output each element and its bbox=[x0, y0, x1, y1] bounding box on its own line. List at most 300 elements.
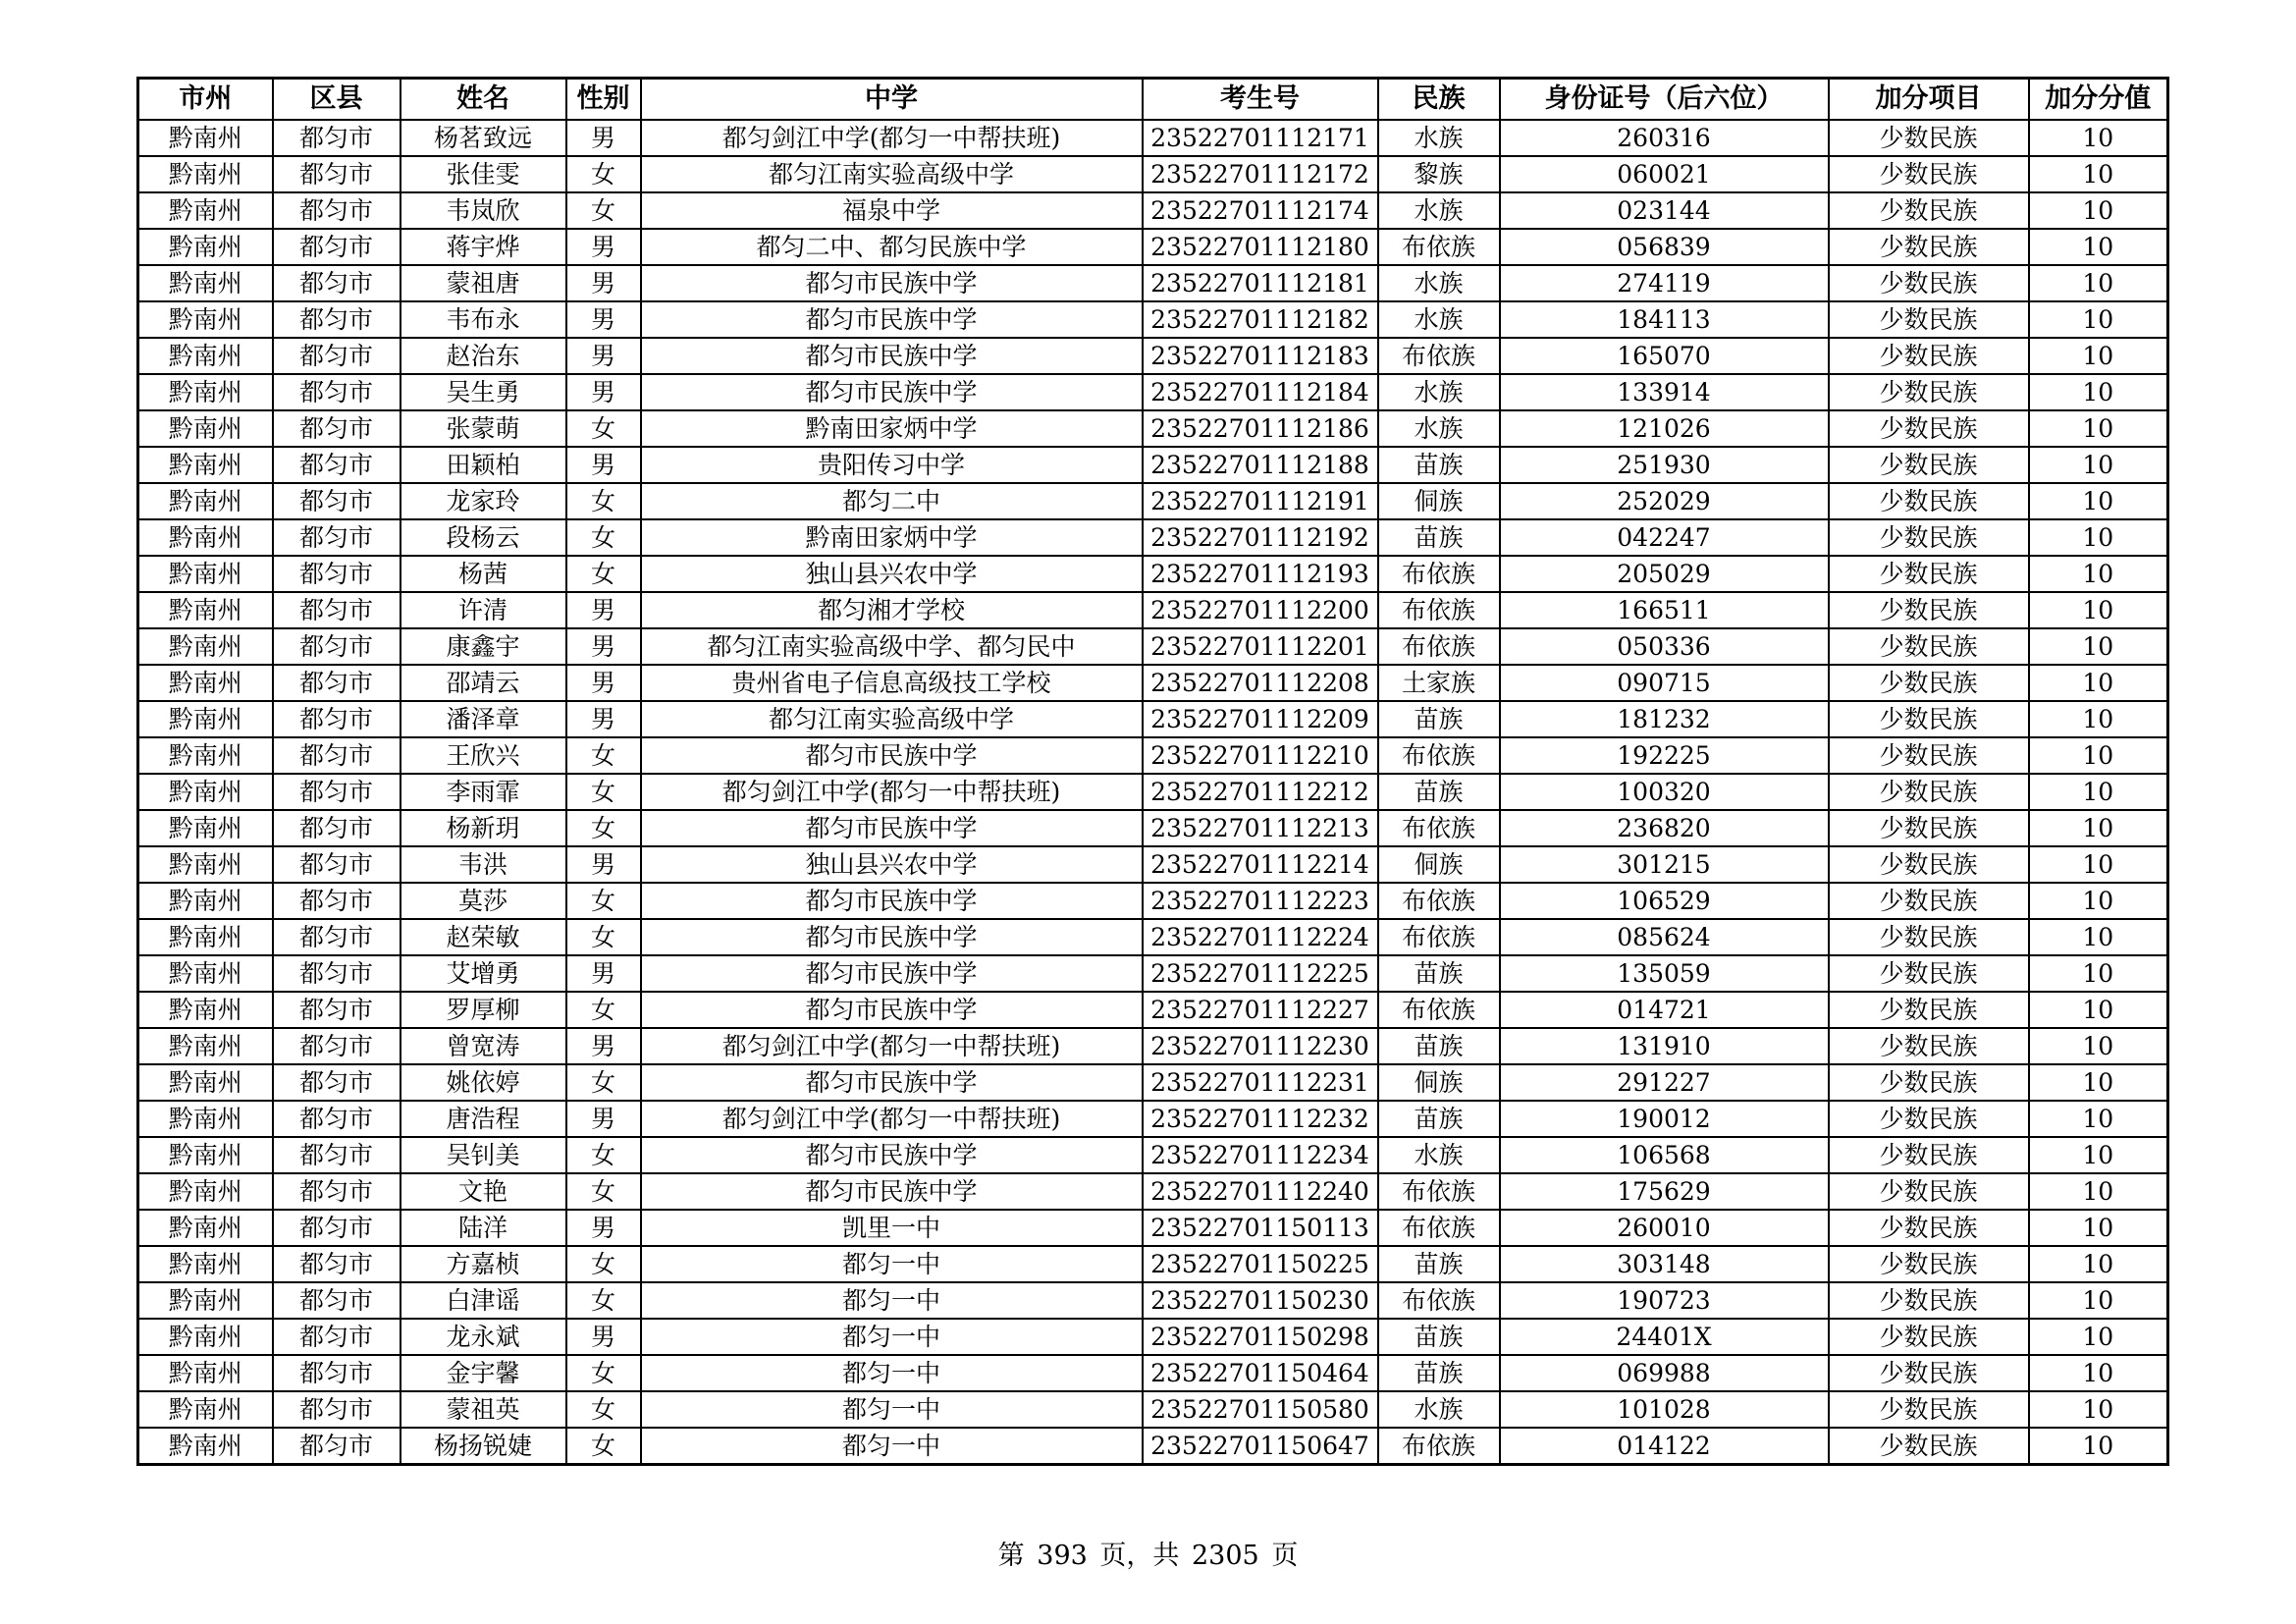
cell-exam-number: 23522701150647 bbox=[1143, 1428, 1378, 1465]
cell-exam-number: 23522701112232 bbox=[1143, 1101, 1378, 1137]
cell-bonus-item: 少数民族 bbox=[1829, 810, 2029, 846]
cell-city: 黔南州 bbox=[138, 883, 273, 919]
cell-city: 黔南州 bbox=[138, 1101, 273, 1137]
cell-county: 都匀市 bbox=[273, 1064, 400, 1101]
cell-county: 都匀市 bbox=[273, 737, 400, 774]
cell-school: 都匀剑江中学(都匀一中帮扶班) bbox=[641, 120, 1143, 156]
cell-bonus-score: 10 bbox=[2029, 955, 2168, 992]
cell-school: 独山县兴农中学 bbox=[641, 556, 1143, 592]
cell-school: 福泉中学 bbox=[641, 192, 1143, 229]
cell-city: 黔南州 bbox=[138, 592, 273, 628]
cell-name: 杨茜 bbox=[400, 556, 566, 592]
header-county: 区县 bbox=[273, 79, 400, 121]
cell-county: 都匀市 bbox=[273, 192, 400, 229]
cell-bonus-item: 少数民族 bbox=[1829, 592, 2029, 628]
cell-name: 杨茗致远 bbox=[400, 120, 566, 156]
cell-exam-number: 23522701112208 bbox=[1143, 665, 1378, 701]
cell-ethnicity: 水族 bbox=[1378, 192, 1500, 229]
table-row bbox=[138, 774, 2168, 810]
cell-school: 都匀市民族中学 bbox=[641, 1064, 1143, 1101]
cell-county: 都匀市 bbox=[273, 156, 400, 192]
cell-gender: 女 bbox=[566, 1064, 641, 1101]
cell-ethnicity: 水族 bbox=[1378, 120, 1500, 156]
cell-gender: 女 bbox=[566, 1282, 641, 1319]
cell-bonus-score: 10 bbox=[2029, 1210, 2168, 1246]
cell-ethnicity: 黎族 bbox=[1378, 156, 1500, 192]
cell-bonus-score: 10 bbox=[2029, 1282, 2168, 1319]
cell-bonus-item: 少数民族 bbox=[1829, 1282, 2029, 1319]
cell-id-suffix: 260316 bbox=[1500, 120, 1829, 156]
cell-bonus-score: 10 bbox=[2029, 810, 2168, 846]
table-header-row bbox=[138, 79, 2168, 121]
cell-ethnicity: 布依族 bbox=[1378, 1210, 1500, 1246]
cell-school: 都匀江南实验高级中学 bbox=[641, 701, 1143, 737]
cell-gender: 男 bbox=[566, 701, 641, 737]
cell-bonus-item: 少数民族 bbox=[1829, 519, 2029, 556]
cell-id-suffix: 175629 bbox=[1500, 1173, 1829, 1210]
cell-county: 都匀市 bbox=[273, 846, 400, 883]
cell-bonus-item: 少数民族 bbox=[1829, 120, 2029, 156]
cell-ethnicity: 侗族 bbox=[1378, 1064, 1500, 1101]
cell-school: 独山县兴农中学 bbox=[641, 846, 1143, 883]
cell-county: 都匀市 bbox=[273, 1101, 400, 1137]
cell-name: 张蒙萌 bbox=[400, 410, 566, 447]
cell-exam-number: 23522701112181 bbox=[1143, 265, 1378, 301]
footer-current-page: 393 bbox=[1037, 1541, 1088, 1571]
cell-city: 黔南州 bbox=[138, 338, 273, 374]
cell-id-suffix: 106529 bbox=[1500, 883, 1829, 919]
cell-bonus-score: 10 bbox=[2029, 1101, 2168, 1137]
cell-exam-number: 23522701150225 bbox=[1143, 1246, 1378, 1282]
cell-school: 都匀市民族中学 bbox=[641, 737, 1143, 774]
cell-city: 黔南州 bbox=[138, 774, 273, 810]
cell-exam-number: 23522701112230 bbox=[1143, 1028, 1378, 1064]
cell-bonus-score: 10 bbox=[2029, 1064, 2168, 1101]
cell-city: 黔南州 bbox=[138, 1137, 273, 1173]
table-row bbox=[138, 301, 2168, 338]
cell-name: 罗厚柳 bbox=[400, 992, 566, 1028]
cell-id-suffix: 100320 bbox=[1500, 774, 1829, 810]
cell-city: 黔南州 bbox=[138, 1282, 273, 1319]
cell-county: 都匀市 bbox=[273, 229, 400, 265]
table-row bbox=[138, 1028, 2168, 1064]
cell-ethnicity: 苗族 bbox=[1378, 1246, 1500, 1282]
cell-exam-number: 23522701112183 bbox=[1143, 338, 1378, 374]
table-row bbox=[138, 737, 2168, 774]
cell-city: 黔南州 bbox=[138, 919, 273, 955]
cell-city: 黔南州 bbox=[138, 955, 273, 992]
table-row bbox=[138, 1246, 2168, 1282]
cell-bonus-score: 10 bbox=[2029, 1428, 2168, 1465]
cell-id-suffix: 301215 bbox=[1500, 846, 1829, 883]
cell-gender: 男 bbox=[566, 229, 641, 265]
cell-bonus-score: 10 bbox=[2029, 1137, 2168, 1173]
cell-ethnicity: 布依族 bbox=[1378, 992, 1500, 1028]
cell-name: 文艳 bbox=[400, 1173, 566, 1210]
table-row bbox=[138, 810, 2168, 846]
cell-bonus-item: 少数民族 bbox=[1829, 265, 2029, 301]
table-row bbox=[138, 1391, 2168, 1428]
cell-school: 黔南田家炳中学 bbox=[641, 519, 1143, 556]
table-row bbox=[138, 410, 2168, 447]
cell-id-suffix: 252029 bbox=[1500, 483, 1829, 519]
cell-name: 金宇馨 bbox=[400, 1355, 566, 1391]
cell-exam-number: 23522701112227 bbox=[1143, 992, 1378, 1028]
table-row bbox=[138, 374, 2168, 410]
cell-bonus-score: 10 bbox=[2029, 265, 2168, 301]
cell-name: 韦布永 bbox=[400, 301, 566, 338]
cell-gender: 女 bbox=[566, 410, 641, 447]
cell-city: 黔南州 bbox=[138, 410, 273, 447]
cell-name: 蒋宇烨 bbox=[400, 229, 566, 265]
cell-exam-number: 23522701112214 bbox=[1143, 846, 1378, 883]
cell-bonus-item: 少数民族 bbox=[1829, 955, 2029, 992]
cell-bonus-item: 少数民族 bbox=[1829, 1355, 2029, 1391]
cell-exam-number: 23522701112200 bbox=[1143, 592, 1378, 628]
cell-bonus-score: 10 bbox=[2029, 556, 2168, 592]
header-name: 姓名 bbox=[400, 79, 566, 121]
cell-name: 韦洪 bbox=[400, 846, 566, 883]
cell-gender: 男 bbox=[566, 1028, 641, 1064]
cell-county: 都匀市 bbox=[273, 628, 400, 665]
cell-county: 都匀市 bbox=[273, 1355, 400, 1391]
cell-bonus-score: 10 bbox=[2029, 628, 2168, 665]
cell-county: 都匀市 bbox=[273, 1028, 400, 1064]
cell-bonus-item: 少数民族 bbox=[1829, 483, 2029, 519]
cell-name: 李雨霏 bbox=[400, 774, 566, 810]
cell-bonus-item: 少数民族 bbox=[1829, 1028, 2029, 1064]
cell-gender: 男 bbox=[566, 120, 641, 156]
cell-county: 都匀市 bbox=[273, 1246, 400, 1282]
cell-school: 都匀市民族中学 bbox=[641, 919, 1143, 955]
table-row bbox=[138, 556, 2168, 592]
cell-id-suffix: 190723 bbox=[1500, 1282, 1829, 1319]
cell-gender: 女 bbox=[566, 483, 641, 519]
cell-bonus-score: 10 bbox=[2029, 156, 2168, 192]
cell-name: 蒙祖英 bbox=[400, 1391, 566, 1428]
cell-bonus-score: 10 bbox=[2029, 338, 2168, 374]
cell-id-suffix: 069988 bbox=[1500, 1355, 1829, 1391]
cell-ethnicity: 布依族 bbox=[1378, 628, 1500, 665]
cell-exam-number: 23522701112172 bbox=[1143, 156, 1378, 192]
cell-gender: 女 bbox=[566, 992, 641, 1028]
table-row bbox=[138, 919, 2168, 955]
cell-name: 邵靖云 bbox=[400, 665, 566, 701]
cell-bonus-item: 少数民族 bbox=[1829, 1210, 2029, 1246]
cell-gender: 男 bbox=[566, 846, 641, 883]
cell-exam-number: 23522701150580 bbox=[1143, 1391, 1378, 1428]
cell-name: 张佳雯 bbox=[400, 156, 566, 192]
cell-gender: 女 bbox=[566, 519, 641, 556]
cell-bonus-item: 少数民族 bbox=[1829, 338, 2029, 374]
cell-ethnicity: 水族 bbox=[1378, 265, 1500, 301]
cell-gender: 女 bbox=[566, 883, 641, 919]
cell-bonus-score: 10 bbox=[2029, 992, 2168, 1028]
cell-id-suffix: 181232 bbox=[1500, 701, 1829, 737]
cell-id-suffix: 014721 bbox=[1500, 992, 1829, 1028]
cell-gender: 男 bbox=[566, 1101, 641, 1137]
cell-name: 陆洋 bbox=[400, 1210, 566, 1246]
cell-ethnicity: 侗族 bbox=[1378, 846, 1500, 883]
cell-ethnicity: 布依族 bbox=[1378, 229, 1500, 265]
cell-bonus-score: 10 bbox=[2029, 410, 2168, 447]
cell-school: 都匀市民族中学 bbox=[641, 265, 1143, 301]
table-row bbox=[138, 701, 2168, 737]
cell-id-suffix: 165070 bbox=[1500, 338, 1829, 374]
cell-school: 都匀一中 bbox=[641, 1246, 1143, 1282]
cell-ethnicity: 土家族 bbox=[1378, 665, 1500, 701]
cell-name: 杨扬锐婕 bbox=[400, 1428, 566, 1465]
table-row bbox=[138, 156, 2168, 192]
cell-school: 都匀市民族中学 bbox=[641, 301, 1143, 338]
cell-school: 都匀市民族中学 bbox=[641, 883, 1143, 919]
table-row bbox=[138, 1428, 2168, 1465]
table-row bbox=[138, 592, 2168, 628]
header-exam-number: 考生号 bbox=[1143, 79, 1378, 121]
cell-school: 都匀二中 bbox=[641, 483, 1143, 519]
cell-bonus-score: 10 bbox=[2029, 1246, 2168, 1282]
cell-school: 都匀市民族中学 bbox=[641, 1173, 1143, 1210]
cell-school: 都匀市民族中学 bbox=[641, 992, 1143, 1028]
cell-gender: 男 bbox=[566, 955, 641, 992]
cell-id-suffix: 085624 bbox=[1500, 919, 1829, 955]
cell-school: 都匀市民族中学 bbox=[641, 338, 1143, 374]
cell-city: 黔南州 bbox=[138, 1391, 273, 1428]
cell-bonus-score: 10 bbox=[2029, 229, 2168, 265]
table-row bbox=[138, 992, 2168, 1028]
cell-school: 都匀二中、都匀民族中学 bbox=[641, 229, 1143, 265]
cell-bonus-score: 10 bbox=[2029, 192, 2168, 229]
cell-exam-number: 23522701112188 bbox=[1143, 447, 1378, 483]
cell-ethnicity: 苗族 bbox=[1378, 774, 1500, 810]
cell-name: 莫莎 bbox=[400, 883, 566, 919]
cell-city: 黔南州 bbox=[138, 374, 273, 410]
cell-city: 黔南州 bbox=[138, 810, 273, 846]
cell-ethnicity: 苗族 bbox=[1378, 519, 1500, 556]
cell-bonus-item: 少数民族 bbox=[1829, 628, 2029, 665]
cell-city: 黔南州 bbox=[138, 992, 273, 1028]
cell-id-suffix: 023144 bbox=[1500, 192, 1829, 229]
cell-county: 都匀市 bbox=[273, 265, 400, 301]
cell-exam-number: 23522701112192 bbox=[1143, 519, 1378, 556]
cell-bonus-score: 10 bbox=[2029, 883, 2168, 919]
table-row bbox=[138, 1173, 2168, 1210]
cell-school: 都匀一中 bbox=[641, 1282, 1143, 1319]
cell-ethnicity: 布依族 bbox=[1378, 338, 1500, 374]
cell-gender: 男 bbox=[566, 447, 641, 483]
cell-bonus-item: 少数民族 bbox=[1829, 374, 2029, 410]
cell-exam-number: 23522701112180 bbox=[1143, 229, 1378, 265]
cell-county: 都匀市 bbox=[273, 1391, 400, 1428]
cell-id-suffix: 24401X bbox=[1500, 1319, 1829, 1355]
cell-school: 都匀湘才学校 bbox=[641, 592, 1143, 628]
table-row bbox=[138, 628, 2168, 665]
cell-bonus-score: 10 bbox=[2029, 665, 2168, 701]
cell-gender: 男 bbox=[566, 301, 641, 338]
cell-bonus-item: 少数民族 bbox=[1829, 665, 2029, 701]
cell-gender: 女 bbox=[566, 1173, 641, 1210]
cell-gender: 男 bbox=[566, 265, 641, 301]
cell-id-suffix: 251930 bbox=[1500, 447, 1829, 483]
cell-exam-number: 23522701112182 bbox=[1143, 301, 1378, 338]
cell-bonus-score: 10 bbox=[2029, 374, 2168, 410]
cell-id-suffix: 192225 bbox=[1500, 737, 1829, 774]
cell-id-suffix: 274119 bbox=[1500, 265, 1829, 301]
cell-exam-number: 23522701112224 bbox=[1143, 919, 1378, 955]
cell-id-suffix: 135059 bbox=[1500, 955, 1829, 992]
table-row bbox=[138, 665, 2168, 701]
header-ethnicity: 民族 bbox=[1378, 79, 1500, 121]
cell-ethnicity: 苗族 bbox=[1378, 1101, 1500, 1137]
cell-city: 黔南州 bbox=[138, 1028, 273, 1064]
cell-exam-number: 23522701150298 bbox=[1143, 1319, 1378, 1355]
cell-city: 黔南州 bbox=[138, 229, 273, 265]
cell-ethnicity: 布依族 bbox=[1378, 556, 1500, 592]
cell-gender: 男 bbox=[566, 592, 641, 628]
cell-exam-number: 23522701112213 bbox=[1143, 810, 1378, 846]
cell-gender: 女 bbox=[566, 1355, 641, 1391]
cell-bonus-item: 少数民族 bbox=[1829, 737, 2029, 774]
cell-bonus-score: 10 bbox=[2029, 737, 2168, 774]
table-row bbox=[138, 192, 2168, 229]
table-row bbox=[138, 1282, 2168, 1319]
cell-name: 龙家玲 bbox=[400, 483, 566, 519]
cell-id-suffix: 236820 bbox=[1500, 810, 1829, 846]
cell-gender: 女 bbox=[566, 737, 641, 774]
cell-city: 黔南州 bbox=[138, 665, 273, 701]
cell-ethnicity: 水族 bbox=[1378, 301, 1500, 338]
cell-bonus-item: 少数民族 bbox=[1829, 883, 2029, 919]
cell-exam-number: 23522701112223 bbox=[1143, 883, 1378, 919]
cell-bonus-item: 少数民族 bbox=[1829, 410, 2029, 447]
cell-school: 都匀市民族中学 bbox=[641, 810, 1143, 846]
header-id-suffix: 身份证号（后六位） bbox=[1500, 79, 1829, 121]
cell-exam-number: 23522701112171 bbox=[1143, 120, 1378, 156]
cell-exam-number: 23522701150230 bbox=[1143, 1282, 1378, 1319]
cell-bonus-score: 10 bbox=[2029, 447, 2168, 483]
cell-exam-number: 23522701112193 bbox=[1143, 556, 1378, 592]
cell-bonus-score: 10 bbox=[2029, 1355, 2168, 1391]
cell-id-suffix: 260010 bbox=[1500, 1210, 1829, 1246]
cell-school: 黔南田家炳中学 bbox=[641, 410, 1143, 447]
cell-name: 艾增勇 bbox=[400, 955, 566, 992]
cell-city: 黔南州 bbox=[138, 846, 273, 883]
header-school: 中学 bbox=[641, 79, 1143, 121]
cell-bonus-score: 10 bbox=[2029, 592, 2168, 628]
cell-name: 许清 bbox=[400, 592, 566, 628]
cell-id-suffix: 042247 bbox=[1500, 519, 1829, 556]
cell-name: 段杨云 bbox=[400, 519, 566, 556]
cell-school: 都匀剑江中学(都匀一中帮扶班) bbox=[641, 1101, 1143, 1137]
cell-ethnicity: 水族 bbox=[1378, 1391, 1500, 1428]
cell-city: 黔南州 bbox=[138, 301, 273, 338]
cell-county: 都匀市 bbox=[273, 955, 400, 992]
cell-gender: 男 bbox=[566, 665, 641, 701]
cell-county: 都匀市 bbox=[273, 1210, 400, 1246]
cell-bonus-item: 少数民族 bbox=[1829, 301, 2029, 338]
cell-gender: 女 bbox=[566, 156, 641, 192]
cell-id-suffix: 060021 bbox=[1500, 156, 1829, 192]
table-row bbox=[138, 229, 2168, 265]
cell-bonus-score: 10 bbox=[2029, 1173, 2168, 1210]
cell-ethnicity: 布依族 bbox=[1378, 737, 1500, 774]
cell-school: 都匀一中 bbox=[641, 1319, 1143, 1355]
cell-gender: 女 bbox=[566, 1246, 641, 1282]
cell-name: 曾宽涛 bbox=[400, 1028, 566, 1064]
cell-exam-number: 23522701150464 bbox=[1143, 1355, 1378, 1391]
cell-ethnicity: 苗族 bbox=[1378, 1028, 1500, 1064]
cell-ethnicity: 苗族 bbox=[1378, 701, 1500, 737]
cell-id-suffix: 303148 bbox=[1500, 1246, 1829, 1282]
cell-bonus-item: 少数民族 bbox=[1829, 229, 2029, 265]
cell-school: 都匀剑江中学(都匀一中帮扶班) bbox=[641, 774, 1143, 810]
header-city: 市州 bbox=[138, 79, 273, 121]
cell-bonus-item: 少数民族 bbox=[1829, 1391, 2029, 1428]
cell-id-suffix: 190012 bbox=[1500, 1101, 1829, 1137]
cell-name: 赵荣敏 bbox=[400, 919, 566, 955]
cell-city: 黔南州 bbox=[138, 192, 273, 229]
cell-county: 都匀市 bbox=[273, 1137, 400, 1173]
table-row bbox=[138, 120, 2168, 156]
cell-school: 都匀江南实验高级中学、都匀民中 bbox=[641, 628, 1143, 665]
cell-gender: 女 bbox=[566, 1137, 641, 1173]
cell-exam-number: 23522701112174 bbox=[1143, 192, 1378, 229]
cell-city: 黔南州 bbox=[138, 483, 273, 519]
cell-exam-number: 23522701112212 bbox=[1143, 774, 1378, 810]
cell-bonus-item: 少数民族 bbox=[1829, 1173, 2029, 1210]
cell-name: 田颖柏 bbox=[400, 447, 566, 483]
cell-exam-number: 23522701112210 bbox=[1143, 737, 1378, 774]
cell-county: 都匀市 bbox=[273, 483, 400, 519]
cell-bonus-item: 少数民族 bbox=[1829, 701, 2029, 737]
cell-city: 黔南州 bbox=[138, 628, 273, 665]
table-row bbox=[138, 265, 2168, 301]
cell-id-suffix: 056839 bbox=[1500, 229, 1829, 265]
cell-county: 都匀市 bbox=[273, 338, 400, 374]
table-row bbox=[138, 846, 2168, 883]
cell-id-suffix: 184113 bbox=[1500, 301, 1829, 338]
cell-county: 都匀市 bbox=[273, 919, 400, 955]
cell-school: 都匀江南实验高级中学 bbox=[641, 156, 1143, 192]
cell-bonus-item: 少数民族 bbox=[1829, 1137, 2029, 1173]
cell-county: 都匀市 bbox=[273, 992, 400, 1028]
cell-bonus-score: 10 bbox=[2029, 919, 2168, 955]
cell-id-suffix: 090715 bbox=[1500, 665, 1829, 701]
cell-bonus-score: 10 bbox=[2029, 1028, 2168, 1064]
cell-name: 吴钊美 bbox=[400, 1137, 566, 1173]
cell-city: 黔南州 bbox=[138, 1173, 273, 1210]
cell-county: 都匀市 bbox=[273, 120, 400, 156]
cell-gender: 男 bbox=[566, 628, 641, 665]
cell-bonus-item: 少数民族 bbox=[1829, 992, 2029, 1028]
cell-county: 都匀市 bbox=[273, 665, 400, 701]
cell-ethnicity: 布依族 bbox=[1378, 1173, 1500, 1210]
cell-name: 韦岚欣 bbox=[400, 192, 566, 229]
table-row bbox=[138, 483, 2168, 519]
cell-name: 杨新玥 bbox=[400, 810, 566, 846]
cell-school: 都匀一中 bbox=[641, 1355, 1143, 1391]
cell-id-suffix: 014122 bbox=[1500, 1428, 1829, 1465]
cell-exam-number: 23522701112231 bbox=[1143, 1064, 1378, 1101]
cell-school: 都匀剑江中学(都匀一中帮扶班) bbox=[641, 1028, 1143, 1064]
cell-city: 黔南州 bbox=[138, 1064, 273, 1101]
cell-id-suffix: 205029 bbox=[1500, 556, 1829, 592]
table-row bbox=[138, 1064, 2168, 1101]
cell-county: 都匀市 bbox=[273, 1173, 400, 1210]
cell-city: 黔南州 bbox=[138, 737, 273, 774]
cell-id-suffix: 121026 bbox=[1500, 410, 1829, 447]
table-row bbox=[138, 883, 2168, 919]
